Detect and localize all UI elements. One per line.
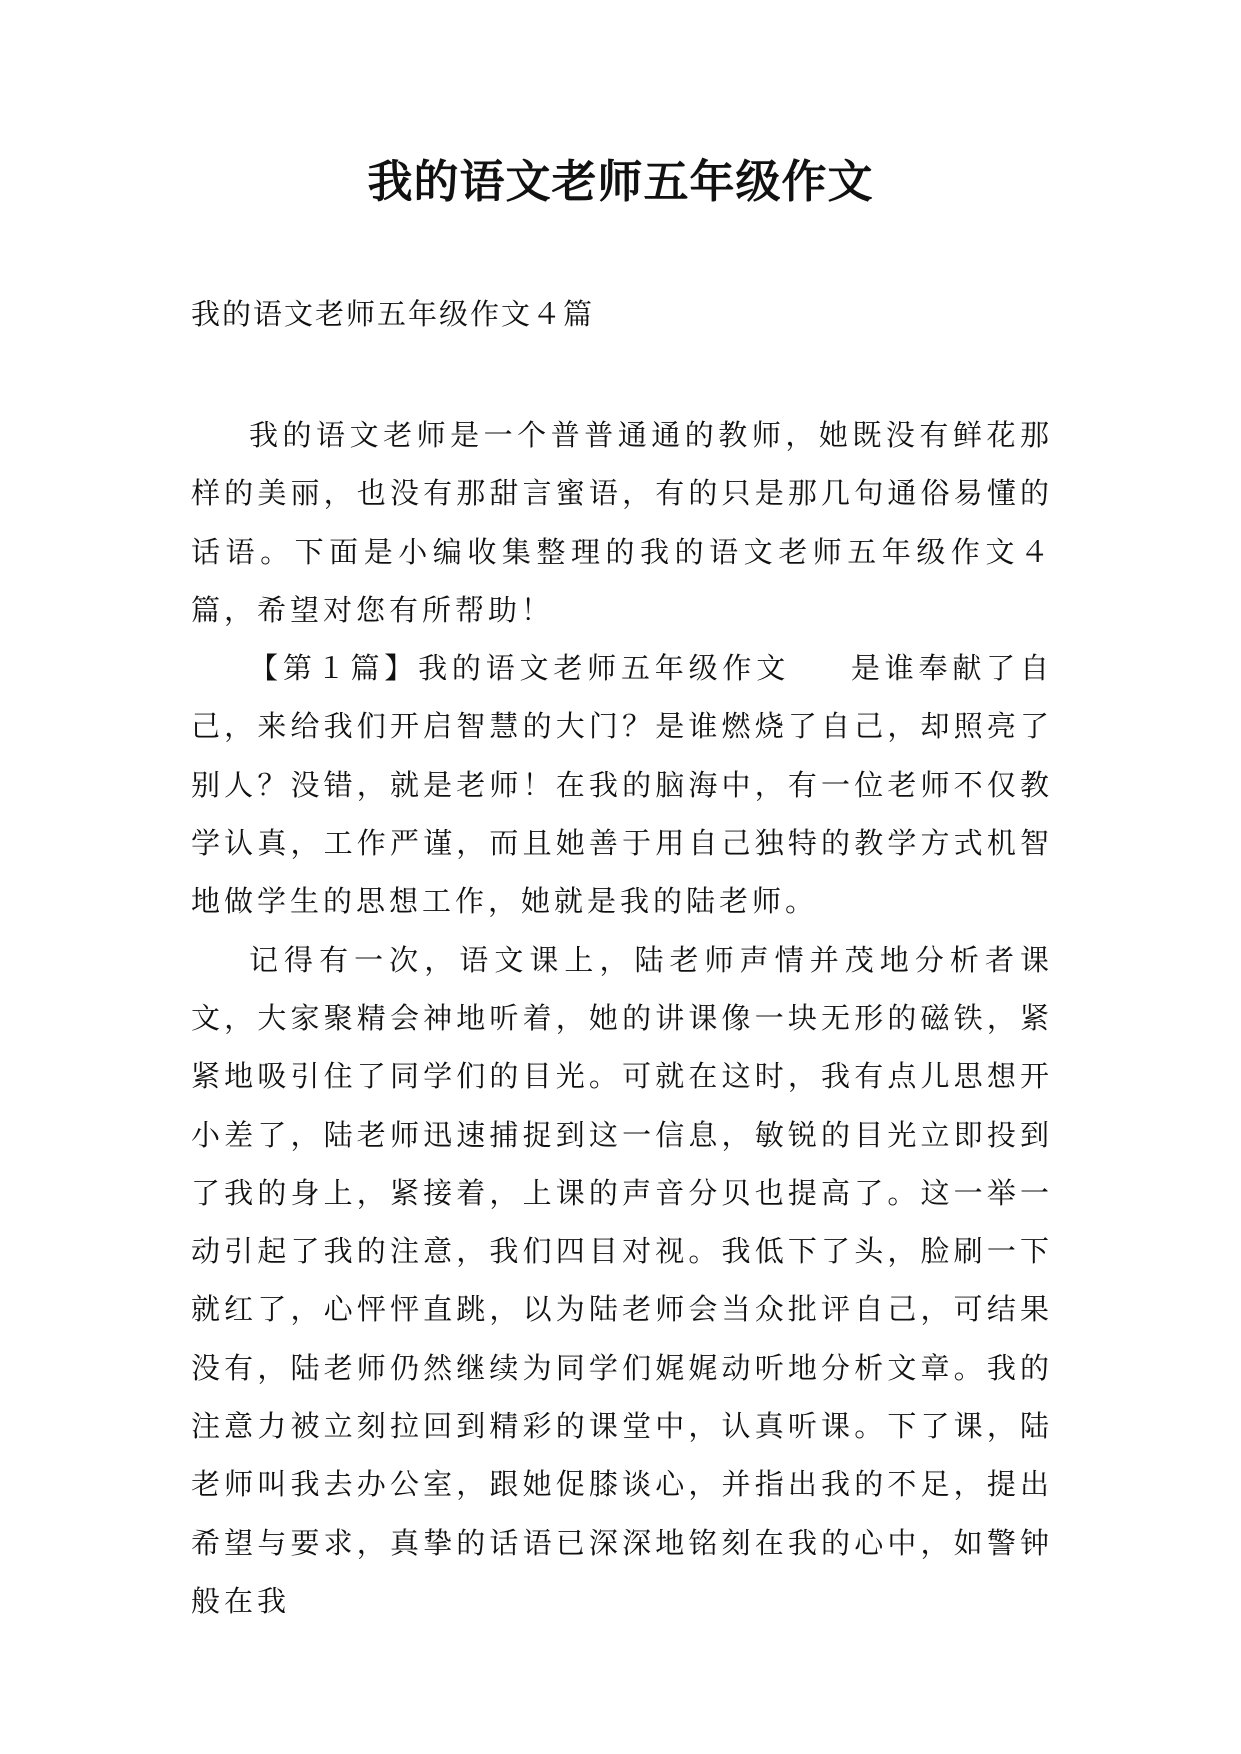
document-body [191,406,1053,1630]
section-1-paragraph [191,639,1053,930]
section-1-text: 是谁奉献了自己，来给我们开启智慧的大门？是谁燃烧了自己，却照亮了别人？没错，就是老师！在我的脑海中，有一位老师不仅教学认真，工作严谨，而且她善于用自己独特的教学方式机智地做学生的思想工作，她就是我的陆老师。 [191,651,1053,919]
section-1-heading: 【第１篇】我的语文老师五年级作文 [249,651,791,686]
document-title: 我的语文老师五年级作文 [367,155,874,208]
intro-paragraph: 我的语文老师是一个普普通通的教师，她既没有鲜花那样的美丽，也没有那甜言蜜语，有的只是那几句通俗易懂的话语。下面是小编收集整理的我的语文老师五年级作文４篇，希望对您有所帮助！ [191,418,1053,627]
document-subtitle: 我的语文老师五年级作文４篇 [191,297,595,331]
story-paragraph: 记得有一次，语文课上，陆老师声情并茂地分析者课文，大家聚精会神地听着，她的讲课像一块无形的磁铁，紧紧地吸引住了同学们的目光。可就在这时，我有点儿思想开小差了，陆老师迅速捕捉到这一信息，敏锐的目光立即投到了我的身上，紧接着，上课的声音分贝也提高了。这一举一动引起了我的注意，我们四目对视。我低下了头，脸刷一下就红了，心怦怦直跳，以为陆老师会当众批评自己，可结果没有，陆老师仍然继续为同学们娓娓动听地分析文章。我的注意力被立刻拉回到精彩的课堂中，认真听课。下了课，陆老师叫我去办公室，跟她促膝谈心，并指出我的不足，提出希望与要求，真挚的话语已深深地铭刻在我的心中，如警钟般在我 [191,942,1053,1618]
